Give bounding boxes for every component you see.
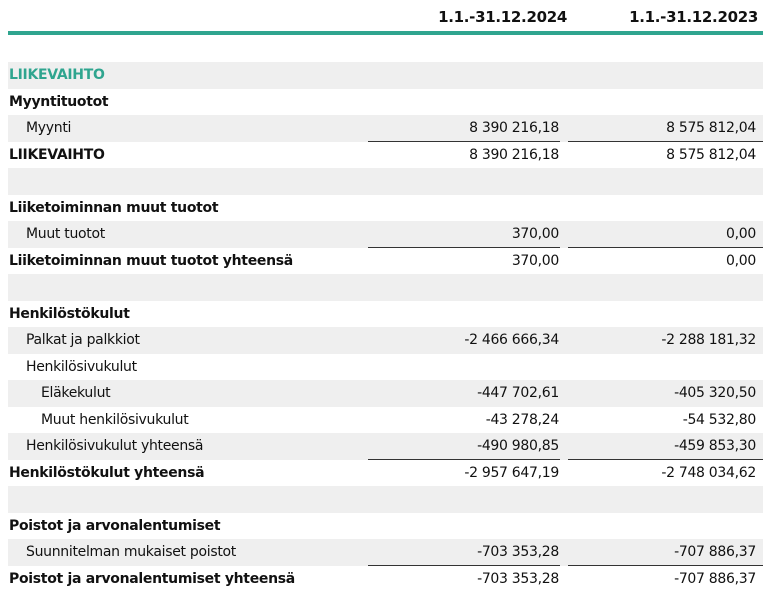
value-2024: 370,00 xyxy=(511,226,559,243)
spacer-row xyxy=(8,168,763,195)
value-2023: 8 575 812,04 xyxy=(666,120,756,137)
value-2024: -2 957 647,19 xyxy=(464,464,559,481)
value-2023: -54 532,80 xyxy=(682,411,756,428)
statement-row xyxy=(8,460,763,487)
value-2023: 0,00 xyxy=(726,226,756,243)
row-label: Henkilösivukulut yhteensä xyxy=(26,438,204,455)
value-2023: 0,00 xyxy=(726,252,756,269)
value-2024: -43 278,24 xyxy=(485,411,559,428)
statement-row xyxy=(8,354,763,381)
value-2023: 8 575 812,04 xyxy=(666,146,756,163)
value-2023: -2 288 181,32 xyxy=(661,332,756,349)
spacer-row xyxy=(8,486,763,513)
statement-row xyxy=(8,433,763,460)
spacer-row xyxy=(8,274,763,301)
value-2023: -459 853,30 xyxy=(674,438,756,455)
statement-row xyxy=(8,89,763,116)
row-label: Myyntituotot xyxy=(9,93,109,110)
header-divider xyxy=(8,31,763,35)
row-label: Henkilöstökulut yhteensä xyxy=(9,464,205,481)
statement-row xyxy=(8,407,763,434)
statement-row xyxy=(8,539,763,566)
statement-row xyxy=(8,327,763,354)
period-2024-header: 1.1.-31.12.2024 xyxy=(438,8,567,26)
statement-row xyxy=(8,195,763,222)
statement-row xyxy=(8,115,763,142)
statement-row xyxy=(8,566,763,593)
row-label: Eläkekulut xyxy=(41,385,111,402)
period-2023-header: 1.1.-31.12.2023 xyxy=(629,8,758,26)
statement-row xyxy=(8,248,763,275)
row-label: Muut tuotot xyxy=(26,226,105,243)
row-label: Palkat ja palkkiot xyxy=(26,332,140,349)
row-label: Suunnitelman mukaiset poistot xyxy=(26,544,236,561)
statement-row xyxy=(8,221,763,248)
value-2024: -703 353,28 xyxy=(477,544,559,561)
statement-row xyxy=(8,142,763,169)
value-2023: -707 886,37 xyxy=(674,570,756,587)
row-label: Muut henkilösivukulut xyxy=(41,411,189,428)
row-label: Myynti xyxy=(26,120,72,137)
row-label: Liiketoiminnan muut tuotot yhteensä xyxy=(9,252,293,269)
value-2024: -2 466 666,34 xyxy=(464,332,559,349)
statement-rows xyxy=(8,62,763,592)
value-2023: -707 886,37 xyxy=(674,544,756,561)
value-2023: -405 320,50 xyxy=(674,385,756,402)
statement-row xyxy=(8,513,763,540)
row-label: LIIKEVAIHTO xyxy=(9,146,105,163)
row-label: Liiketoiminnan muut tuotot xyxy=(9,199,219,216)
value-2024: 370,00 xyxy=(511,252,559,269)
value-2024: -490 980,85 xyxy=(477,438,559,455)
statement-row xyxy=(8,380,763,407)
value-2023: -2 748 034,62 xyxy=(661,464,756,481)
row-label: Poistot ja arvonalentumiset xyxy=(9,517,221,534)
row-label: Poistot ja arvonalentumiset yhteensä xyxy=(9,570,295,587)
statement-row xyxy=(8,301,763,328)
row-label: Henkilöstökulut xyxy=(9,305,130,322)
statement-row xyxy=(8,62,763,89)
row-label: LIIKEVAIHTO xyxy=(9,67,105,84)
value-2024: -447 702,61 xyxy=(477,385,559,402)
value-2024: 8 390 216,18 xyxy=(469,120,559,137)
value-2024: 8 390 216,18 xyxy=(469,146,559,163)
row-label: Henkilösivukulut xyxy=(26,358,137,375)
value-2024: -703 353,28 xyxy=(477,570,559,587)
